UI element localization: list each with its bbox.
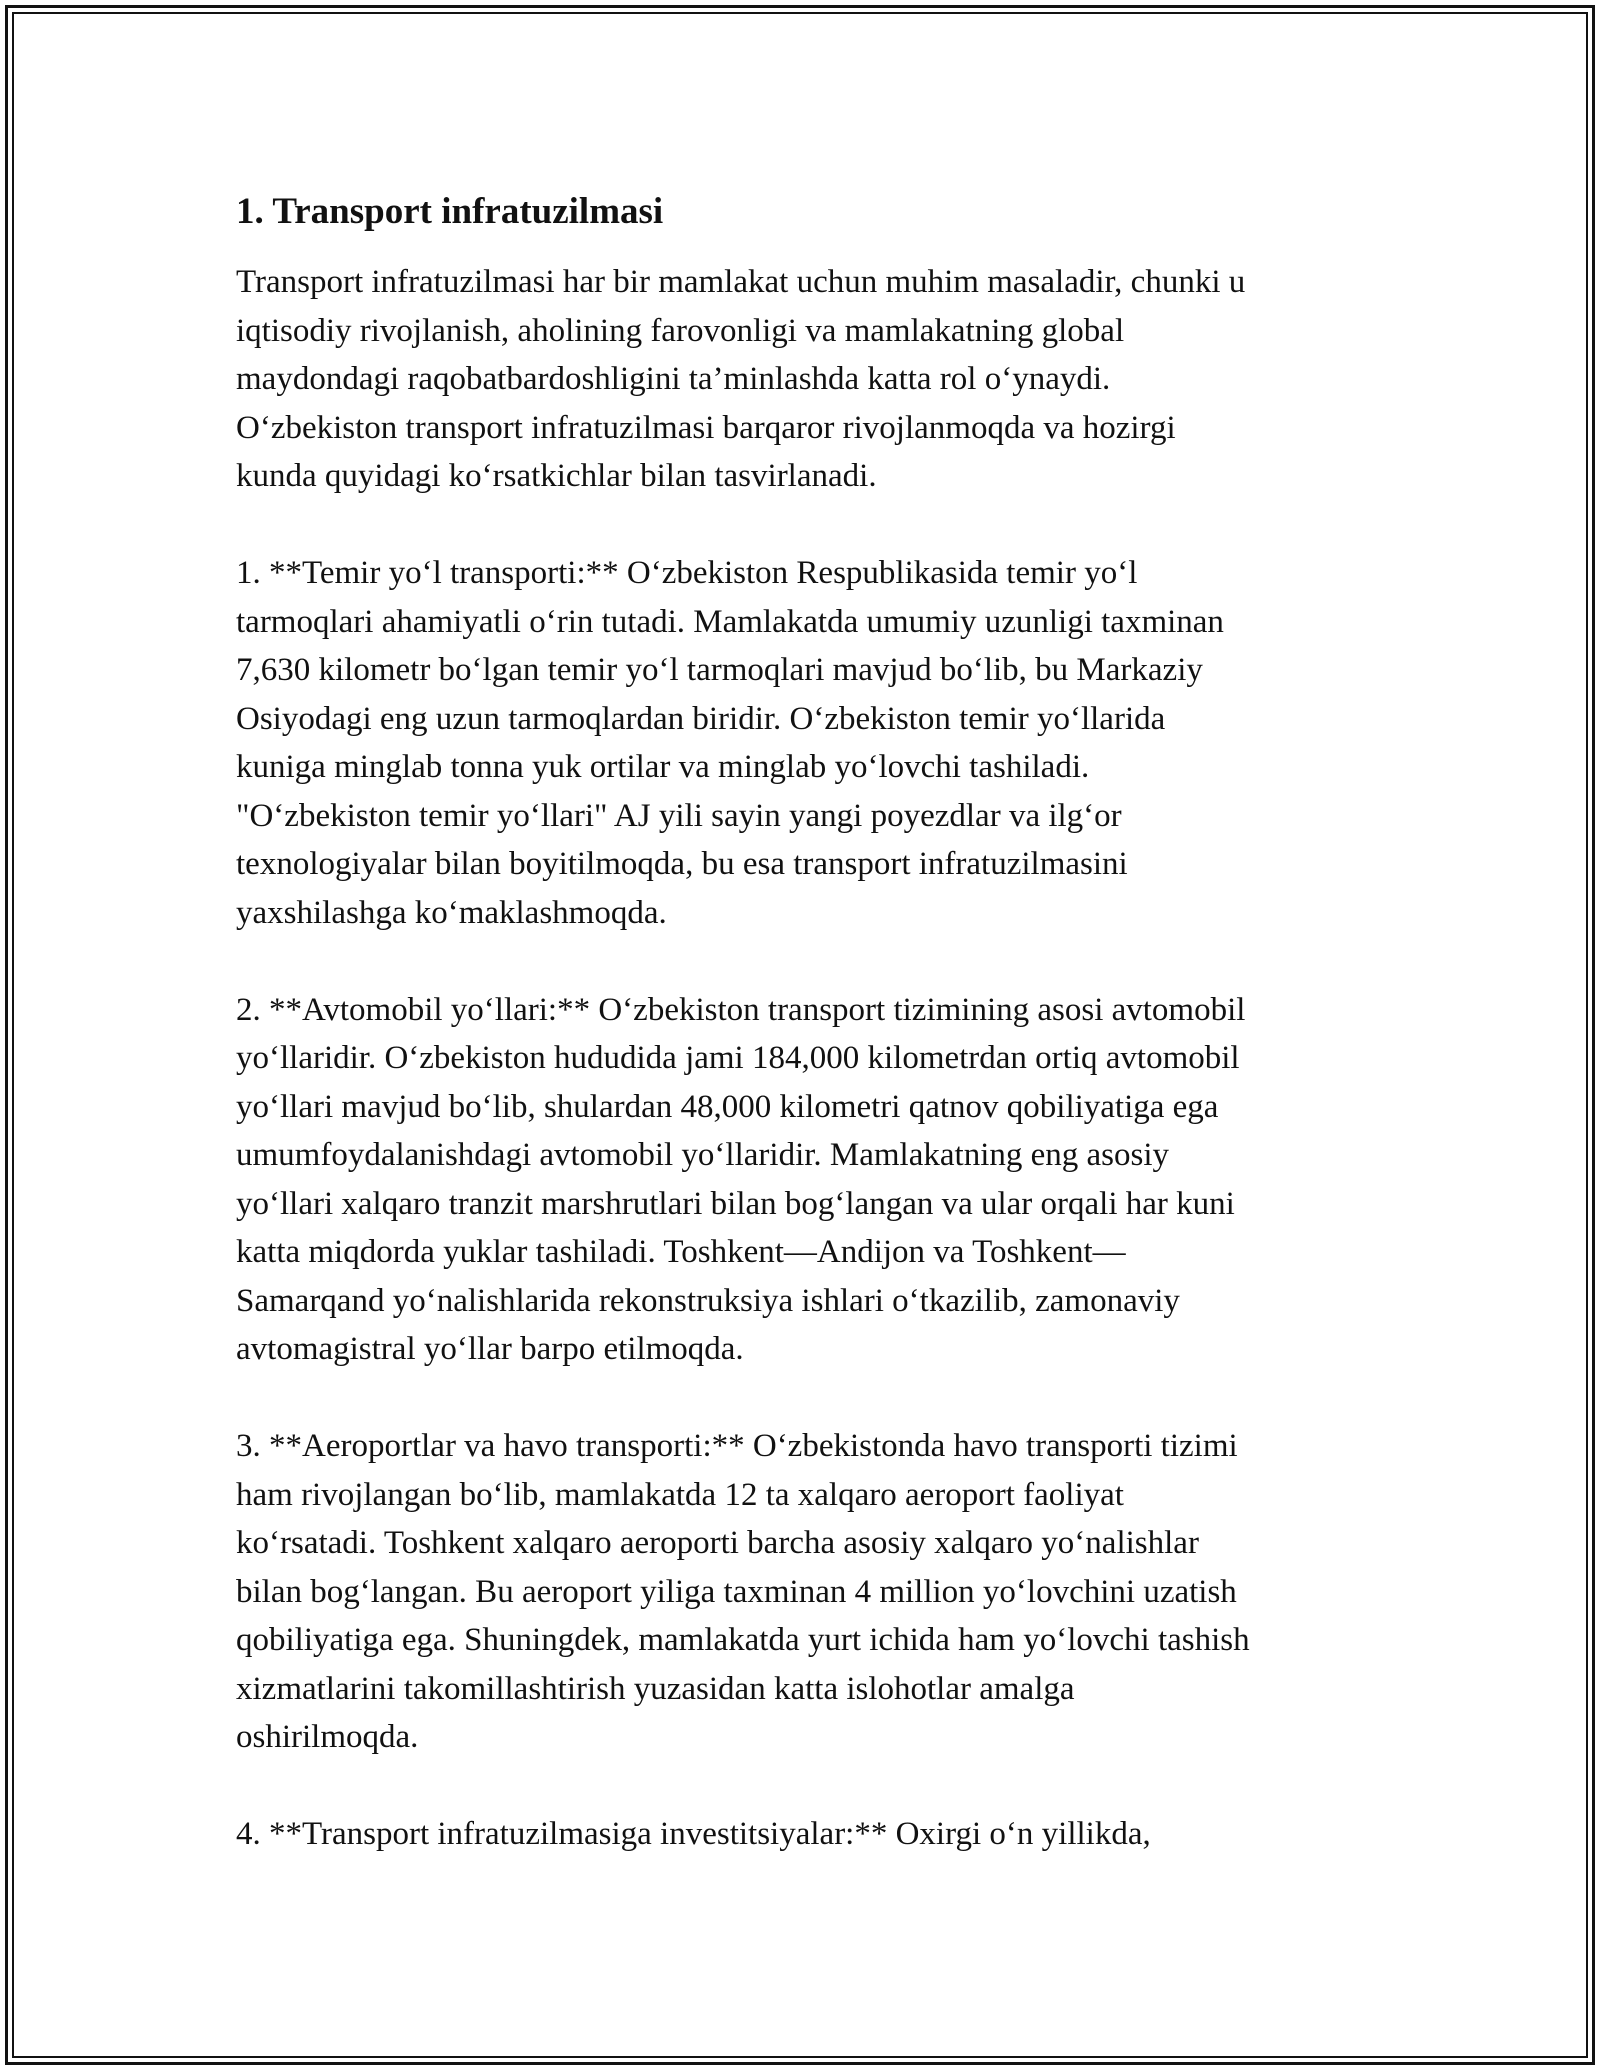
roads-paragraph	[236, 986, 1366, 1374]
text-line: 7,630 kilometr bo‘lgan temir yo‘l tarmoqlari mavjud bo‘lib, bu Markaziy	[236, 652, 1203, 688]
text-line: texnologiyalar bilan boyitilmoqda, bu esa transport infratuzilmasini	[236, 846, 1128, 882]
text-line: kunda quyidagi ko‘rsatkichlar bilan tasvirlanadi.	[236, 458, 877, 494]
text-line: yaxshilashga ko‘maklashmoqda.	[236, 894, 667, 931]
investments-paragraph	[236, 1810, 1366, 1859]
text-line: kuniga minglab tonna yuk ortilar va minglab yo‘lovchi tashiladi.	[236, 749, 1090, 785]
text-line: xizmatlarini takomillashtirish yuzasidan katta islohotlar amalga	[236, 1670, 1075, 1707]
text-line: katta miqdorda yuklar tashiladi. Toshkent—Andijon va Toshkent—	[236, 1234, 1126, 1270]
text-line: umumfoydalanishdagi avtomobil yo‘llaridir. Mamlakatning eng asosiy	[236, 1137, 1170, 1173]
text-line: yo‘llari mavjud bo‘lib, shulardan 48,000 kilometri qatnov qobiliyatiga ega	[236, 1088, 1219, 1125]
text-line: bilan bog‘langan. Bu aeroport yiliga taxminan 4 million yo‘lovchini uzatish	[236, 1573, 1237, 1610]
text-line: O‘zbekiston transport infratuzilmasi barqaror rivojlanmoqda va hozirgi	[236, 409, 1176, 446]
text-line: Osiyodagi eng uzun tarmoqlardan biridir. O‘zbekiston temir yo‘llarida	[236, 700, 1166, 737]
text-line: 2. **Avtomobil yo‘llari:** O‘zbekiston transport tizimining asosi avtomobil	[236, 991, 1246, 1028]
intro-paragraph	[236, 258, 1366, 501]
text-line: "O‘zbekiston temir yo‘llari" AJ yili sayin yangi poyezdlar va ilg‘or	[236, 797, 1122, 834]
text-line: yo‘llaridir. O‘zbekiston hududida jami 184,000 kilometrdan ortiq avtomobil	[236, 1040, 1240, 1076]
text-line: ham rivojlangan bo‘lib, mamlakatda 12 ta xalqaro aeroport faoliyat	[236, 1476, 1124, 1513]
text-line: iqtisodiy rivojlanish, aholining farovonligi va mamlakatning global	[236, 312, 1125, 349]
text-line: 4. **Transport infratuzilmasiga investitsiyalar:** Oxirgi o‘n yillikda,	[236, 1816, 1151, 1852]
text-line: maydondagi raqobatbardoshligini ta’minlashda katta rol o‘ynaydi.	[236, 361, 1111, 397]
section-heading: 1. Transport infratuzilmasi	[236, 191, 664, 232]
railway-paragraph	[236, 549, 1366, 937]
text-line: oshirilmoqda.	[236, 1719, 419, 1755]
text-line: qobiliyatiga ega. Shuningdek, mamlakatda yurt ichida ham yo‘lovchi tashish	[236, 1622, 1250, 1658]
text-line: Transport infratuzilmasi har bir mamlakat uchun muhim masaladir, chunki u	[236, 264, 1246, 300]
text-line: ko‘rsatadi. Toshkent xalqaro aeroporti barcha asosiy xalqaro yo‘nalishlar	[236, 1525, 1199, 1561]
text-line: Samarqand yo‘nalishlarida rekonstruksiya ishlari o‘tkazilib, zamonaviy	[236, 1282, 1180, 1319]
text-line: yo‘llari xalqaro tranzit marshrutlari bilan bog‘langan va ular orqali har kuni	[236, 1185, 1235, 1222]
text-line: tarmoqlari ahamiyatli o‘rin tutadi. Mamlakatda umumiy uzunligi taxminan	[236, 603, 1224, 640]
text-line: 1. **Temir yo‘l transporti:** O‘zbekiston Respublikasida temir yo‘l	[236, 555, 1138, 591]
text-line: 3. **Aeroportlar va havo transporti:** O‘zbekistonda havo transporti tizimi	[236, 1428, 1238, 1464]
text-line: avtomagistral yo‘llar barpo etilmoqda.	[236, 1331, 744, 1367]
document-body	[236, 186, 1366, 1907]
air-transport-paragraph	[236, 1422, 1366, 1762]
